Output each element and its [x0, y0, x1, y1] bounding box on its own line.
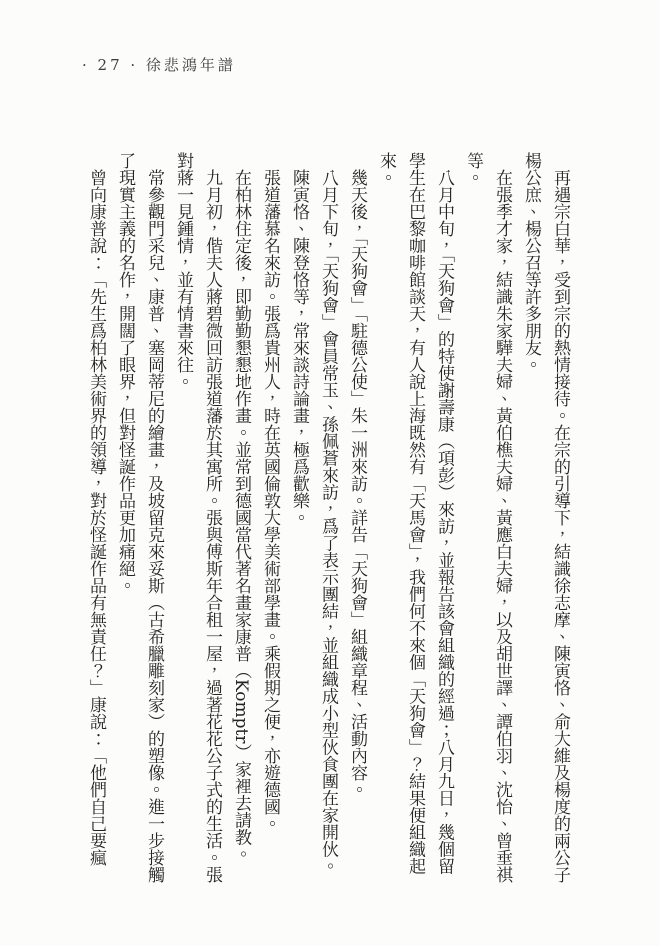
running-head: · 27 · 徐悲鴻年譜 [82, 56, 236, 74]
paragraph: 張道藩慕名來訪。張爲貴州人，時在英國倫敦大學美術部學畫。乘假期之便，亦遊德國。 [260, 169, 280, 832]
paragraph: 九月初，偕夫人蔣碧微回訪張道藩於其寓所。張與傅斯年合租一屋，過著花花公子式的生活。張對蔣一見鍾情，並有情書來往。 [173, 152, 222, 883]
paragraph: 常參觀門采兒、康普、塞岡蒂尼的繪畫，及坡留克來妥斯（古希臘雕刻家）的塑像。進一步接觸了現實主義的名作，開闊了眼界，但對怪誕作品更加痛絕。 [115, 152, 164, 883]
paragraph: 幾天後，「天狗會」「駐德公使」朱一洲來訪。詳告「天狗會」組織章程、活動內容。 [347, 169, 367, 798]
paragraph: 陳寅恪、陳登恪等，常來談詩論畫，極爲歡樂。 [289, 169, 309, 526]
paragraph: 再遇宗白華，受到宗的熱情接待。在宗的引導下，結識徐志摩、陳寅恪、俞大維及楊度的兩公子楊公庶、楊公召等許多朋友。 [521, 152, 570, 883]
paragraph: 八月中旬，「天狗會」的特使謝壽康（項彭）來訪，並報告該會組織的經過；八月九日，幾個留學生在巴黎咖啡館談天，有人說上海既然有「天馬會」，我們何不來個「天狗會」？結果便組織起來。 [376, 152, 454, 875]
paragraph: 在柏林住定後，即勤勤懇懇地作畫。並常到德國當代著名畫家康普（Komptr）家裡去請教。 [231, 169, 251, 863]
vertical-text-block [81, 152, 574, 888]
paragraph: 八月下旬，「天狗會」會員常玉、孫佩蒼來訪，爲了表示團結，並組織成小型伙食團在家開伙。 [318, 169, 338, 875]
paragraph: 曾向康普說：「先生爲柏林美術界的領導，對於怪誕作品有無責任？」康說：「他們自己要瘋 [86, 169, 106, 866]
paragraph: 在張季才家，結識朱家驊夫婦、黃伯樵夫婦、黃應白夫婦，以及胡世譯、譚伯羽、沈怡、曾垂祺等。 [463, 152, 512, 883]
